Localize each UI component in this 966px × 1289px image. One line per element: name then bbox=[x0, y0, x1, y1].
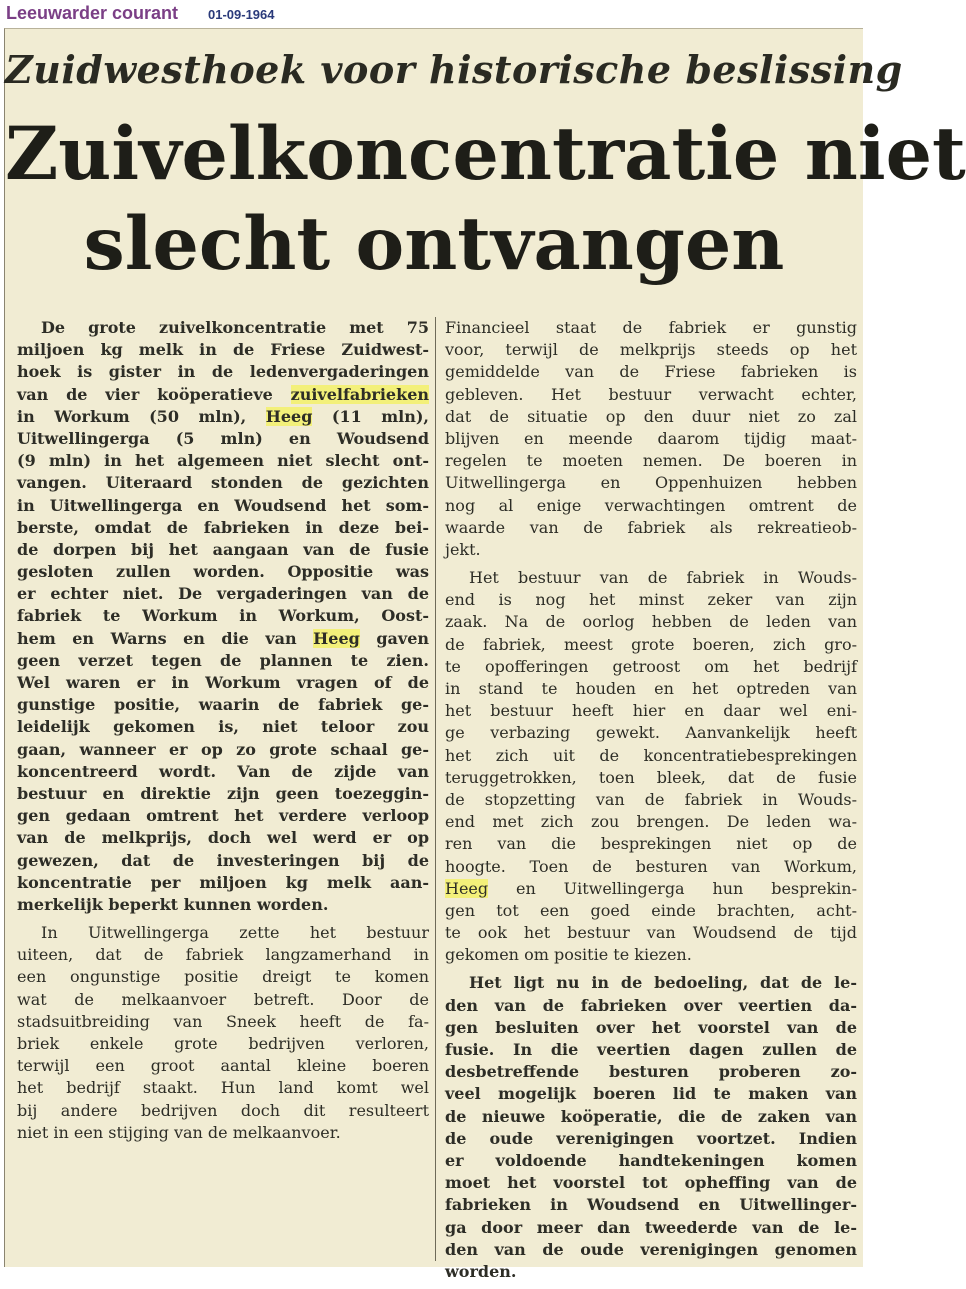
text-line: in stand te houden en het optreden van bbox=[445, 679, 857, 698]
text-line: bij andere bedrijven doch dit resulteert bbox=[17, 1100, 429, 1120]
newspaper-name[interactable]: Leeuwarder courant bbox=[6, 3, 179, 23]
text-line: te opofferingen getroost om het bedrijf bbox=[445, 656, 857, 676]
text-line: ga door meer dan tweederde van de le- bbox=[445, 1217, 857, 1237]
text-line: De grote zuivelkoncentratie met 75 bbox=[41, 318, 429, 337]
text-line: den van de oude verenigingen genomen bbox=[445, 1239, 857, 1259]
text-line: koncentratie per miljoen kg melk aan- bbox=[17, 872, 429, 892]
text-line: berste, omdat de fabrieken in deze bei- bbox=[17, 517, 429, 537]
text-line: geen verzet tegen de plannen te zien. bbox=[17, 650, 429, 670]
text-line: in Uitwellingerga en Woudsend het som- bbox=[17, 495, 429, 515]
text-line: worden. bbox=[445, 1261, 517, 1281]
text-line: het bedrijf staakt. Hun land komt wel bbox=[17, 1078, 429, 1098]
text-line: gaan, wanneer er op zo grote schaal ge- bbox=[17, 739, 429, 759]
body-paragraph-bold bbox=[445, 972, 857, 1283]
text-line: gemiddelde van de Friese fabrieken is bbox=[445, 362, 857, 382]
text-line: moet het voorstel tot opheffing van de bbox=[445, 1173, 857, 1193]
text-line: voor, terwijl de melkprijs steeds op het bbox=[445, 340, 857, 360]
text-line: in Workum (50 mln), Heeg (11 mln), bbox=[17, 406, 429, 426]
text-line: end is nog het minst zeker van zijn bbox=[445, 590, 857, 610]
text-line: jekt. bbox=[445, 539, 481, 559]
text-line: de dorpen bij het aangaan van de fusie bbox=[17, 539, 429, 559]
text-line: de fabriek, meest grote boeren, zich gro- bbox=[445, 634, 857, 654]
article-kicker: Zuidwesthoek voor historische beslissing bbox=[5, 47, 903, 92]
text-line: fusie. In die veertien dagen zullen de bbox=[445, 1040, 857, 1059]
text-line: leidelijk gekomen is, niet teloor zou bbox=[17, 717, 429, 737]
article-column-left bbox=[17, 317, 429, 1150]
text-line: er echter niet. De vergaderingen van de bbox=[17, 584, 429, 604]
text-line: dat de situatie op den duur niet zo zal bbox=[445, 406, 857, 426]
text-line: zaak. Na de oorlog hebben de leden van bbox=[445, 612, 857, 632]
search-highlight: Heeg bbox=[313, 628, 360, 648]
text-line: Het ligt nu in de bedoeling, dat de le- bbox=[469, 973, 857, 993]
text-line: blijven en meende daarom tijdig maat- bbox=[445, 428, 857, 448]
text-line: van de melkprijs, doch wel werd er op bbox=[17, 828, 429, 848]
lead-paragraph bbox=[17, 317, 429, 916]
text-line: gunstige positie, waarin de fabriek ge- bbox=[17, 695, 429, 715]
body-paragraph bbox=[445, 317, 857, 561]
headline-line-1: Zuivelkoncentratie niet bbox=[5, 111, 966, 197]
text-line: stadsuitbreiding van Sneek heeft de fa- bbox=[17, 1011, 429, 1031]
text-line: merkelijk beperkt kunnen worden. bbox=[17, 894, 329, 914]
text-line: nog al enige verwachtingen omtrent de bbox=[445, 495, 857, 515]
text-line: te ook het bestuur van Woudsend de tijd bbox=[445, 923, 857, 943]
column-divider bbox=[435, 317, 436, 1261]
text-line: hem en Warns en die van Heeg gaven bbox=[17, 628, 430, 648]
text-line: koncentreerd wordt. Van de zijde van bbox=[17, 761, 429, 781]
text-line: een ongunstige positie dreigt te komen bbox=[17, 967, 429, 987]
text-line: Heeg en Uitwellingerga hun besprekin- bbox=[445, 878, 857, 898]
text-line: gewezen, dat de investeringen bij de bbox=[17, 850, 429, 870]
text-line: bestuur en direktie zijn geen toezeggin- bbox=[17, 783, 429, 803]
body-paragraph bbox=[17, 922, 429, 1144]
text-line: ren van die besprekingen niet op de bbox=[445, 834, 857, 854]
text-line: end met zich zou brengen. De leden wa- bbox=[445, 812, 857, 832]
search-highlight: zuivelfabrieken bbox=[290, 384, 429, 404]
text-line: In Uitwellingerga zette het bestuur bbox=[41, 923, 429, 943]
text-line: het bestuur heeft hier en daar wel eni- bbox=[445, 701, 857, 721]
text-line: hoek is gister in de ledenvergaderingen bbox=[17, 362, 429, 382]
text-line: terwijl een groot aantal kleine boeren bbox=[17, 1056, 429, 1076]
body-paragraph bbox=[445, 567, 857, 966]
text-line: gesloten zullen worden. Oppositie was bbox=[17, 562, 429, 582]
text-line: Het bestuur van de fabriek in Wouds- bbox=[469, 568, 857, 588]
publication-date: 01-09-1964 bbox=[208, 7, 275, 22]
article-headline bbox=[5, 109, 966, 289]
text-line: ge verbazing gewekt. Aanvankelijk heeft bbox=[445, 723, 857, 743]
text-line: wat de melkaanvoer betreft. Door de bbox=[17, 989, 429, 1009]
text-line: fabrieken in Woudsend en Uitwellinger- bbox=[445, 1195, 857, 1215]
text-line: Wel waren er in Workum vragen of de bbox=[17, 673, 429, 692]
article-column-right bbox=[445, 317, 857, 1289]
text-line: vangen. Uiteraard stonden de gezichten bbox=[17, 473, 429, 493]
text-line: Uitwellingerga (5 mln) en Woudsend bbox=[17, 428, 429, 448]
text-line: fabriek te Workum in Workum, Oost- bbox=[17, 606, 429, 626]
text-line: regelen te moeten nemen. De boeren in bbox=[445, 451, 857, 471]
text-line: het zich uit de koncentratiebesprekingen bbox=[445, 745, 857, 765]
text-line: teruggetrokken, toen bleek, dat de fusie bbox=[445, 767, 857, 787]
text-line: Financieel staat de fabriek er gunstig bbox=[445, 318, 857, 337]
search-highlight: Heeg bbox=[265, 406, 313, 426]
text-line: er voldoende handtekeningen komen bbox=[445, 1150, 857, 1170]
text-line: gen gedaan omtrent het verdere verloop bbox=[17, 806, 429, 826]
text-line: Uitwellingerga en Oppenhuizen hebben bbox=[445, 473, 857, 493]
text-line: de nieuwe koöperatie, die de zaken van bbox=[445, 1106, 857, 1126]
text-line: miljoen kg melk in de Friese Zuidwest- bbox=[17, 340, 429, 360]
text-line: gen besluiten over het voorstel van de bbox=[445, 1017, 857, 1037]
text-line: desbetreffende besturen proberen zo- bbox=[445, 1062, 857, 1082]
text-line: uiteen, dat de fabriek langzamerhand in bbox=[17, 945, 429, 965]
search-highlight: Heeg bbox=[445, 878, 489, 898]
text-line: den van de fabrieken over veertien da- bbox=[445, 995, 857, 1015]
text-line: de oude verenigingen voortzet. Indien bbox=[445, 1128, 857, 1148]
text-line: hoogte. Toen de besturen van Workum, bbox=[445, 856, 857, 876]
viewer-header bbox=[0, 0, 864, 28]
headline-line-2: slecht ontvangen bbox=[83, 201, 785, 287]
text-line: waarde van de fabriek als rekreatieob- bbox=[445, 517, 857, 537]
text-line: (9 mln) in het algemeen niet slecht ont- bbox=[17, 451, 429, 471]
text-line: gen tot een goed einde brachten, acht- bbox=[445, 900, 857, 920]
text-line: gekomen om positie te kiezen. bbox=[445, 945, 692, 965]
text-line: veel mogelijk boeren lid te maken van bbox=[445, 1084, 857, 1104]
newspaper-clipping bbox=[4, 28, 966, 1281]
text-line: de stopzetting van de fabriek in Wouds- bbox=[445, 789, 857, 809]
text-line: gebleven. Het bestuur verwacht echter, bbox=[445, 384, 857, 404]
text-line: van de vier koöperatieve zuivelfabrieken bbox=[17, 384, 429, 404]
text-line: niet in een stijging van de melkaanvoer. bbox=[17, 1122, 341, 1142]
text-line: briek enkele grote bedrijven verloren, bbox=[17, 1034, 429, 1053]
